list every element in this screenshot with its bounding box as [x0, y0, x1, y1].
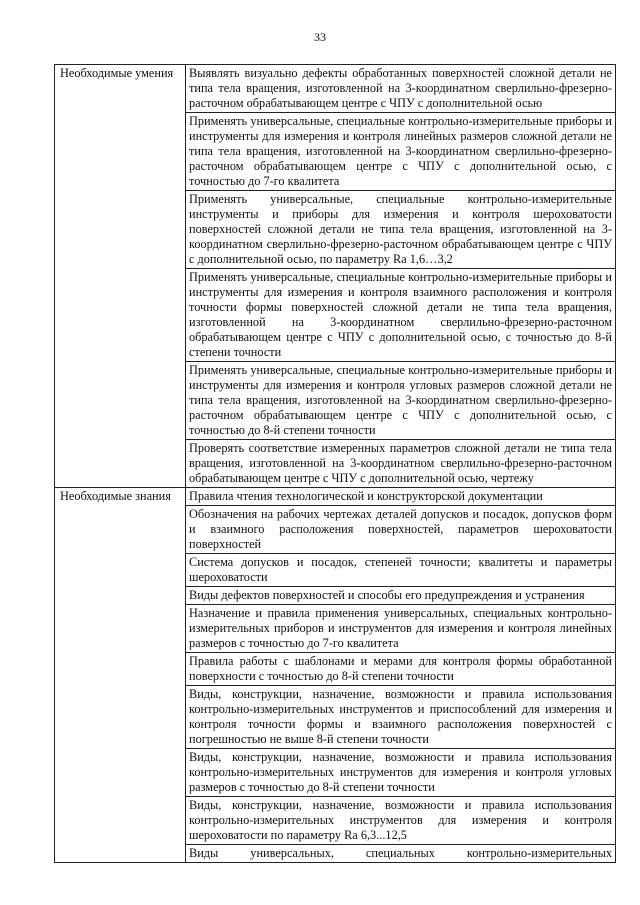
knowledge-item: Обозначения на рабочих чертежах деталей допусков и посадок, допусков форм и взаимного расположения поверхностей, параметров шероховатости поверхностей [186, 506, 616, 554]
knowledge-item: Виды дефектов поверхностей и способы его предупреждения и устранения [186, 587, 616, 605]
skill-item: Выявлять визуально дефекты обработанных поверхностей сложной детали не типа тела вращения, изготовленной на 3-координатном сверлильно-фрезерно-расточном обрабатывающем центре с ЧПУ с дополнительной осью [186, 65, 616, 113]
requirements-table [54, 64, 616, 863]
skill-item: Применять универсальные, специальные контрольно-измерительные приборы и инструменты для измерения и контроля угловых размеров сложной детали не типа тела вращения, изготовленной на 3-координатном сверлильно-фрезерно-расточном обрабатывающем центре с ЧПУ с дополнительной осью, с точностью до 8-й степени точности [186, 362, 616, 440]
category-cell-knowledge: Необходимые знания [55, 488, 186, 863]
skill-item: Применять универсальные, специальные контрольно-измерительные приборы и инструменты для измерения и контроля линейных размеров сложной детали не типа тела вращения, изготовленной на 3-координатном сверлильно-фрезерно-расточном обрабатывающем центре с ЧПУ с дополнительной осью, с точностью до 7-го квалитета [186, 113, 616, 191]
table-row [55, 65, 616, 113]
skill-item: Применять универсальные, специальные контрольно-измерительные приборы и инструменты для измерения и контроля взаимного расположения и контроля точности формы поверхностей сложной детали не типа тела вращения, изготовленной на 3-координатном сверлильно-фрезерно-расточном обрабатывающем центре с ЧПУ с дополнительной осью, с точностью до 8-й степени точности [186, 269, 616, 362]
knowledge-item: Правила чтения технологической и конструкторской документации [186, 488, 616, 506]
knowledge-item: Виды, конструкции, назначение, возможности и правила использования контрольно-измерительных инструментов для измерения и контроля угловых размеров с точностью до 8-й степени точности [186, 749, 616, 797]
knowledge-item: Виды универсальных, специальных контрольно-измерительных [186, 845, 616, 863]
knowledge-item: Виды, конструкции, назначение, возможности и правила использования контрольно-измерительных инструментов и приспособлений для измерения и контроля точности формы и взаимного расположения поверхностей с погрешностью не выше 8-й степени точности [186, 686, 616, 749]
knowledge-item: Виды, конструкции, назначение, возможности и правила использования контрольно-измерительных инструментов для измерения и контроля шероховатости по параметру Ra 6,3...12,5 [186, 797, 616, 845]
knowledge-item: Система допусков и посадок, степеней точности; квалитеты и параметры шероховатости [186, 554, 616, 587]
knowledge-item: Назначение и правила применения универсальных, специальных контрольно-измерительных приборов и инструментов для измерения и контроля линейных размеров с точностью до 7-го квалитета [186, 605, 616, 653]
knowledge-item: Правила работы с шаблонами и мерами для контроля формы обработанной поверхности с точностью до 8-й степени точности [186, 653, 616, 686]
skill-item: Применять универсальные, специальные контрольно-измерительные инструменты и приборы для измерения и контроля шероховатости поверхностей сложной детали не типа тела вращения, изготовленной на 3-координатном сверлильно-фрезерно-расточном обрабатывающем центре с ЧПУ с дополнительной осью, по параметру Ra 1,6…3,2 [186, 191, 616, 269]
page-number: 33 [314, 30, 326, 44]
table-row [55, 488, 616, 506]
skill-item: Проверять соответствие измеренных параметров сложной детали не типа тела вращения, изготовленной на 3-координатном сверлильно-фрезерно-расточном обрабатывающем центре с ЧПУ с дополнительной осью, чертежу [186, 440, 616, 488]
category-cell-skills: Необходимые умения [55, 65, 186, 488]
